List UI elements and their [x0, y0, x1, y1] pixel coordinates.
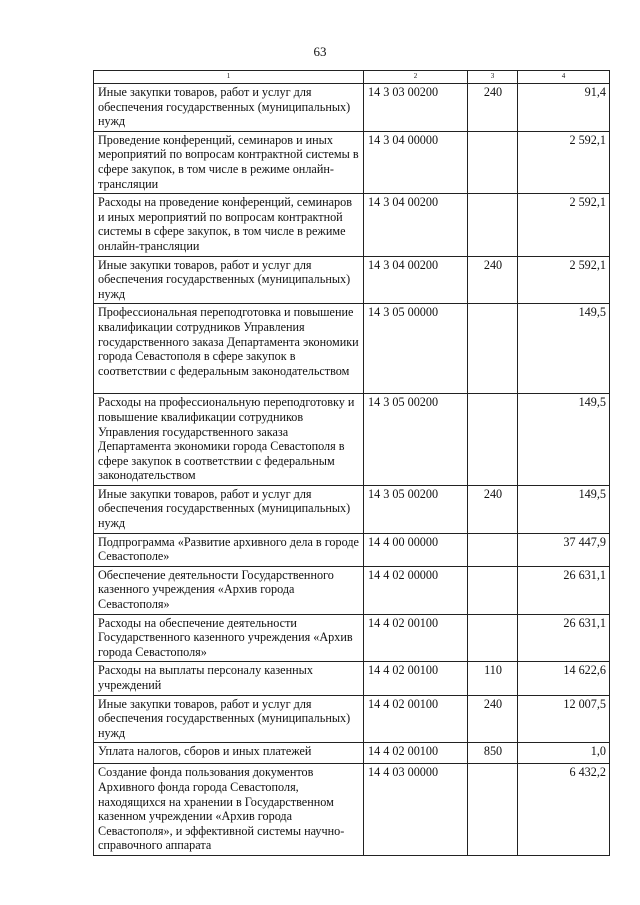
row-sum-cell: 26 631,1 — [518, 566, 610, 614]
row-type-cell — [468, 304, 518, 394]
row-sum-cell: 2 592,1 — [518, 194, 610, 256]
row-sum-cell: 12 007,5 — [518, 695, 610, 743]
row-sum-cell: 1,0 — [518, 743, 610, 764]
row-name-cell: Иные закупки товаров, работ и услуг для обеспечения государственных (муниципальных) нужд — [94, 485, 364, 533]
row-sum-cell: 91,4 — [518, 84, 610, 132]
row-code-cell: 14 3 04 00000 — [364, 131, 468, 193]
row-sum-cell: 6 432,2 — [518, 764, 610, 856]
row-name-cell: Расходы на проведение конференций, семинаров и иных мероприятий по вопросам контрактной системы в сфере закупок, в том числе в режиме онлайн-трансляции — [94, 194, 364, 256]
table-row — [94, 84, 610, 132]
row-sum-cell: 149,5 — [518, 485, 610, 533]
row-code-cell: 14 3 05 00000 — [364, 304, 468, 394]
page-number: 63 — [313, 44, 327, 59]
row-name-cell: Обеспечение деятельности Государственного казенного учреждения «Архив города Севастополя» — [94, 566, 364, 614]
header-col-4: 4 — [518, 71, 610, 84]
row-code-cell: 14 4 02 00100 — [364, 662, 468, 695]
row-name-cell: Расходы на профессиональную переподготовку и повышение квалификации сотрудников Управления государственного заказа Департамента экономики города Севастополя в сфере закупок в соответствии с федеральным законодательством — [94, 394, 364, 486]
row-type-cell — [468, 614, 518, 662]
row-code-cell: 14 4 00 00000 — [364, 533, 468, 566]
row-code-cell: 14 4 02 00100 — [364, 743, 468, 764]
table-row — [94, 566, 610, 614]
row-sum-cell: 2 592,1 — [518, 131, 610, 193]
table-row — [94, 394, 610, 486]
row-name-cell: Расходы на выплаты персоналу казенных учреждений — [94, 662, 364, 695]
row-code-cell: 14 3 04 00200 — [364, 256, 468, 304]
row-type-cell — [468, 394, 518, 486]
table-row — [94, 485, 610, 533]
row-type-cell: 240 — [468, 256, 518, 304]
row-type-cell: 850 — [468, 743, 518, 764]
row-code-cell: 14 4 02 00100 — [364, 695, 468, 743]
row-name-cell: Профессиональная переподготовка и повышение квалификации сотрудников Управления государственного заказа Департамента экономики города Севастополя в сфере закупок в соответствии с федеральным законодательством — [94, 304, 364, 394]
row-name-cell: Иные закупки товаров, работ и услуг для обеспечения государственных (муниципальных) нужд — [94, 695, 364, 743]
table-row — [94, 695, 610, 743]
row-code-cell: 14 3 05 00200 — [364, 485, 468, 533]
row-sum-cell: 2 592,1 — [518, 256, 610, 304]
row-name-cell: Проведение конференций, семинаров и иных мероприятий по вопросам контрактной системы в сфере закупок, в том числе в режиме онлайн-трансляции — [94, 131, 364, 193]
table-row — [94, 614, 610, 662]
table-row — [94, 743, 610, 764]
row-sum-cell: 14 622,6 — [518, 662, 610, 695]
row-code-cell: 14 3 05 00200 — [364, 394, 468, 486]
row-sum-cell: 149,5 — [518, 394, 610, 486]
row-sum-cell: 26 631,1 — [518, 614, 610, 662]
row-type-cell: 110 — [468, 662, 518, 695]
table-row — [94, 304, 610, 394]
table-row — [94, 764, 610, 856]
row-type-cell — [468, 566, 518, 614]
row-code-cell: 14 3 04 00200 — [364, 194, 468, 256]
table-header-row — [94, 71, 610, 84]
table-row — [94, 662, 610, 695]
row-name-cell: Создание фонда пользования документов Архивного фонда города Севастополя, находящихся на хранении в Государственном казенном учреждении «Архив города Севастополя», и эффективной системы научно-справочного аппарата — [94, 764, 364, 856]
row-sum-cell: 37 447,9 — [518, 533, 610, 566]
row-name-cell: Уплата налогов, сборов и иных платежей — [94, 743, 364, 764]
row-type-cell: 240 — [468, 84, 518, 132]
row-type-cell: 240 — [468, 695, 518, 743]
row-sum-cell: 149,5 — [518, 304, 610, 394]
header-col-1: 1 — [94, 71, 364, 84]
table-row — [94, 533, 610, 566]
row-type-cell — [468, 764, 518, 856]
row-code-cell: 14 4 02 00100 — [364, 614, 468, 662]
header-col-3: 3 — [468, 71, 518, 84]
row-code-cell: 14 4 03 00000 — [364, 764, 468, 856]
row-name-cell: Иные закупки товаров, работ и услуг для обеспечения государственных (муниципальных) нужд — [94, 84, 364, 132]
table-row — [94, 256, 610, 304]
row-type-cell — [468, 194, 518, 256]
table-row — [94, 131, 610, 193]
header-col-2: 2 — [364, 71, 468, 84]
row-code-cell: 14 4 02 00000 — [364, 566, 468, 614]
table-row — [94, 194, 610, 256]
row-name-cell: Подпрограмма «Развитие архивного дела в городе Севастополе» — [94, 533, 364, 566]
row-code-cell: 14 3 03 00200 — [364, 84, 468, 132]
row-name-cell: Расходы на обеспечение деятельности Государственного казенного учреждения «Архив города Севастополя» — [94, 614, 364, 662]
row-type-cell — [468, 131, 518, 193]
row-type-cell — [468, 533, 518, 566]
row-type-cell: 240 — [468, 485, 518, 533]
budget-table — [93, 70, 610, 856]
row-name-cell: Иные закупки товаров, работ и услуг для обеспечения государственных (муниципальных) нужд — [94, 256, 364, 304]
